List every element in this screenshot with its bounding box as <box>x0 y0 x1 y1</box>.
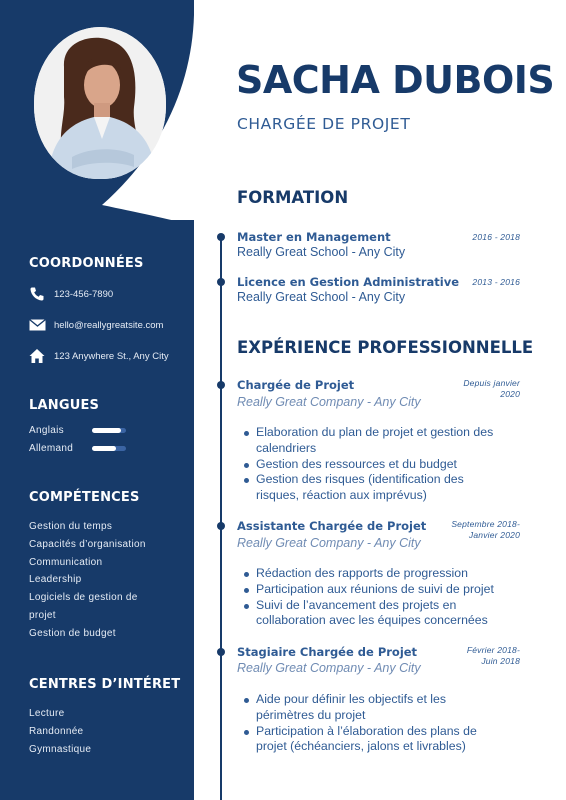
timeline-line <box>220 238 222 800</box>
job-date-line: Janvier 2020 <box>468 530 520 540</box>
language-name: Anglais <box>29 424 64 436</box>
contact-email[interactable] <box>29 317 189 333</box>
skill-line: Leadership <box>29 574 82 586</box>
education-school: Really Great School - Any City <box>237 290 406 304</box>
bullet-line: calendriers <box>256 440 317 455</box>
contact-phone[interactable] <box>29 286 189 302</box>
education-title: FORMATION <box>237 188 349 207</box>
bullet-line: Aide pour définir les objectifs et les <box>256 692 447 706</box>
bullet-item <box>256 724 526 756</box>
job-date-line: Février 2018- <box>466 645 520 655</box>
job-date-line: 2020 <box>500 389 520 399</box>
languages-title: LANGUES <box>29 398 100 413</box>
education-school: Really Great School - Any City <box>237 245 406 259</box>
bullet-item <box>256 598 526 630</box>
language-item <box>29 421 189 439</box>
job-date <box>463 378 520 400</box>
job-company: Really Great Company - Any City <box>237 536 421 550</box>
profile-photo <box>34 27 166 179</box>
job-company: Really Great Company - Any City <box>237 661 421 675</box>
bullet-item <box>256 692 526 724</box>
timeline-dot <box>217 278 225 286</box>
contact-list <box>29 286 189 364</box>
languages-list <box>29 421 189 457</box>
language-level-fill <box>92 446 116 451</box>
job-bullets <box>256 425 526 504</box>
bullet-item <box>256 582 526 598</box>
contact-phone-text: 123-456-7890 <box>54 288 114 300</box>
interests-list <box>29 705 189 758</box>
bullet-line: risques, réaction aux imprévus) <box>256 488 427 503</box>
job-date <box>467 645 520 667</box>
job-date-line: Septembre 2018- <box>451 519 520 529</box>
interest-line: Lecture <box>29 708 65 719</box>
interest-line: Randonnée <box>29 725 84 737</box>
skills-section <box>29 490 189 505</box>
language-level-bar <box>92 446 126 451</box>
contact-title: COORDONNÉES <box>29 256 144 271</box>
bullet-line: périmètres du projet <box>256 707 366 722</box>
skill-line: Logiciels de gestion de <box>29 592 138 604</box>
bullet-line: Participation aux réunions de suivi de projet <box>256 581 494 596</box>
bullet-line: Rédaction des rapports de progression <box>256 566 468 580</box>
bullet-line: Gestion des ressources et du budget <box>256 456 457 471</box>
skills-title: COMPÉTENCES <box>29 490 140 505</box>
skill-line: Communication <box>29 556 103 568</box>
job-date-line: Juin 2018 <box>481 656 520 666</box>
education-date: 2013 - 2016 <box>472 277 520 287</box>
job-bullets <box>256 566 526 629</box>
bullet-line: collaboration avec les équipes concernées <box>256 613 488 628</box>
experience-title: EXPÉRIENCE PROFESSIONNELLE <box>237 338 534 357</box>
timeline-dot <box>217 233 225 241</box>
skill-line: projet <box>29 609 56 621</box>
phone-icon <box>29 286 47 302</box>
person-name: SACHA DUBOIS <box>236 58 555 102</box>
skill-line: Gestion de budget <box>29 627 116 639</box>
job-role: Assistante Chargée de Projet <box>237 519 427 533</box>
bullet-item <box>256 472 526 504</box>
timeline-dot <box>217 381 225 389</box>
bullet-line: Gestion des risques (identification des <box>256 472 464 487</box>
languages-section <box>29 398 189 413</box>
language-level-bar <box>92 428 126 433</box>
interests-section <box>29 677 189 692</box>
education-date: 2016 - 2018 <box>472 232 520 242</box>
timeline-dot <box>217 648 225 656</box>
language-name: Allemand <box>29 442 74 454</box>
job-bullets <box>256 692 526 755</box>
job-role: Stagiaire Chargée de Projet <box>237 645 418 659</box>
bullet-line: Elaboration du plan de projet et gestion des <box>256 425 494 439</box>
job-title: CHARGÉE DE PROJET <box>237 115 411 133</box>
contact-section <box>29 256 189 271</box>
interests-title: CENTRES D’INTÉRET <box>29 677 181 692</box>
home-icon <box>29 348 47 364</box>
language-level-fill <box>92 428 121 433</box>
bullet-line: projet (échéanciers, jalons et livrables) <box>256 739 466 754</box>
bullet-item <box>256 425 526 457</box>
job-role: Chargée de Projet <box>237 378 355 392</box>
skill-line: Capacités d’organisation <box>29 538 146 550</box>
language-item <box>29 439 189 457</box>
bullet-line: Participation à l’élaboration des plans de <box>256 723 477 738</box>
skills-list <box>29 518 189 643</box>
bullet-item <box>256 566 526 582</box>
contact-email-text: hello@reallygreatsite.com <box>54 319 164 331</box>
bullet-line: Suivi de l’avancement des projets en <box>256 597 457 612</box>
interest-line: Gymnastique <box>29 743 92 755</box>
skill-line: Gestion du temps <box>29 521 113 532</box>
mail-icon <box>29 317 47 333</box>
job-company: Really Great Company - Any City <box>237 395 421 409</box>
bullet-item <box>256 457 526 473</box>
job-date-line: Depuis janvier <box>463 378 520 388</box>
contact-address[interactable] <box>29 348 189 364</box>
education-degree: Master en Management <box>237 230 391 244</box>
contact-address-text: 123 Anywhere St., Any City <box>54 350 169 362</box>
job-date <box>451 519 520 541</box>
education-degree: Licence en Gestion Administrative <box>237 275 459 289</box>
timeline-dot <box>217 522 225 530</box>
